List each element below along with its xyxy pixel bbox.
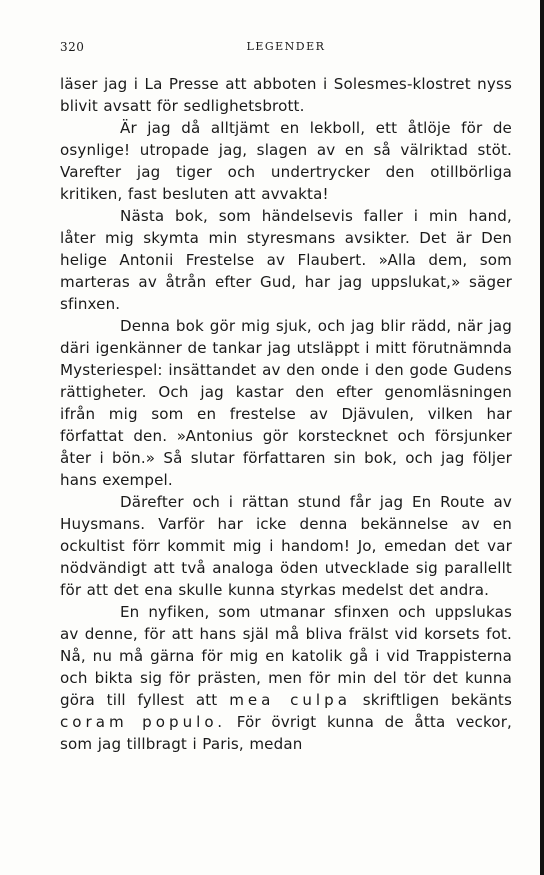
spaced-phrase: coram populo. (60, 713, 227, 731)
paragraph-text: En nyfiken, som utmanar sfinxen och uppslukas av denne, för att hans själ må bliva frälst vid korsets fot. Nå, nu må gärna för mig en katolik gå i vid Trappisterna och bikta sig för prästen, men för min del tör det kunna göra till fyllest att (60, 603, 512, 709)
paragraph: Nästa bok, som händelsevis faller i min hand, låter mig skymta min styresmans avsikter. Det är Den helige Antonii Frestelse av Flaubert. »Alla dem, som marteras av åtrån efter Gud, har jag uppslukat,» säger sfinxen. (60, 207, 512, 313)
paragraph: Denna bok gör mig sjuk, och jag blir rädd, när jag däri igenkänner de tankar jag utsläppt i mitt förutnämnda Mysteriespel: insättandet av den onde i den gode Gudens rättigheter. Och jag kastar den efter genomläsningen ifrån mig som en frestelse av Djävulen, vilken har författat den. »Antonius gör korstecknet och försjunker åter i bön.» Så slutar författaren sin bok, och jag följer hans exempel. (60, 317, 512, 489)
running-title: LEGENDER (246, 40, 326, 53)
paragraph-text: För övrigt kunna de åtta veckor, som jag tillbragt i Paris, medan (60, 713, 512, 753)
page-header (60, 40, 512, 56)
spaced-phrase: mea culpa (229, 691, 351, 709)
paragraph: Är jag då alltjämt en lekboll, ett åtlöje för de osynlige! utropade jag, slagen av en så välriktad stöt. Varefter jag tiger och undertrycker den otillbörliga kritiken, fast besluten att avvakta! (60, 119, 512, 203)
page-edge-border (540, 0, 544, 875)
paragraph-text: skriftligen bekänts (350, 691, 512, 709)
page-number: 320 (60, 40, 85, 54)
paragraph (60, 601, 512, 755)
paragraph: Därefter och i rättan stund får jag En Route av Huysmans. Varför har icke denna bekännelse av en ockultist förr kommit mig i handom! Jo, emedan det var nödvändigt att två analoga öden utvecklade sig parallellt för att det ena skulle kunna styrkas medelst det andra. (60, 493, 512, 599)
paragraph: läser jag i La Presse att abboten i Solesmes-klostret nyss blivit avsatt för sedlighetsbrott. (60, 75, 512, 115)
body-text (60, 73, 512, 755)
